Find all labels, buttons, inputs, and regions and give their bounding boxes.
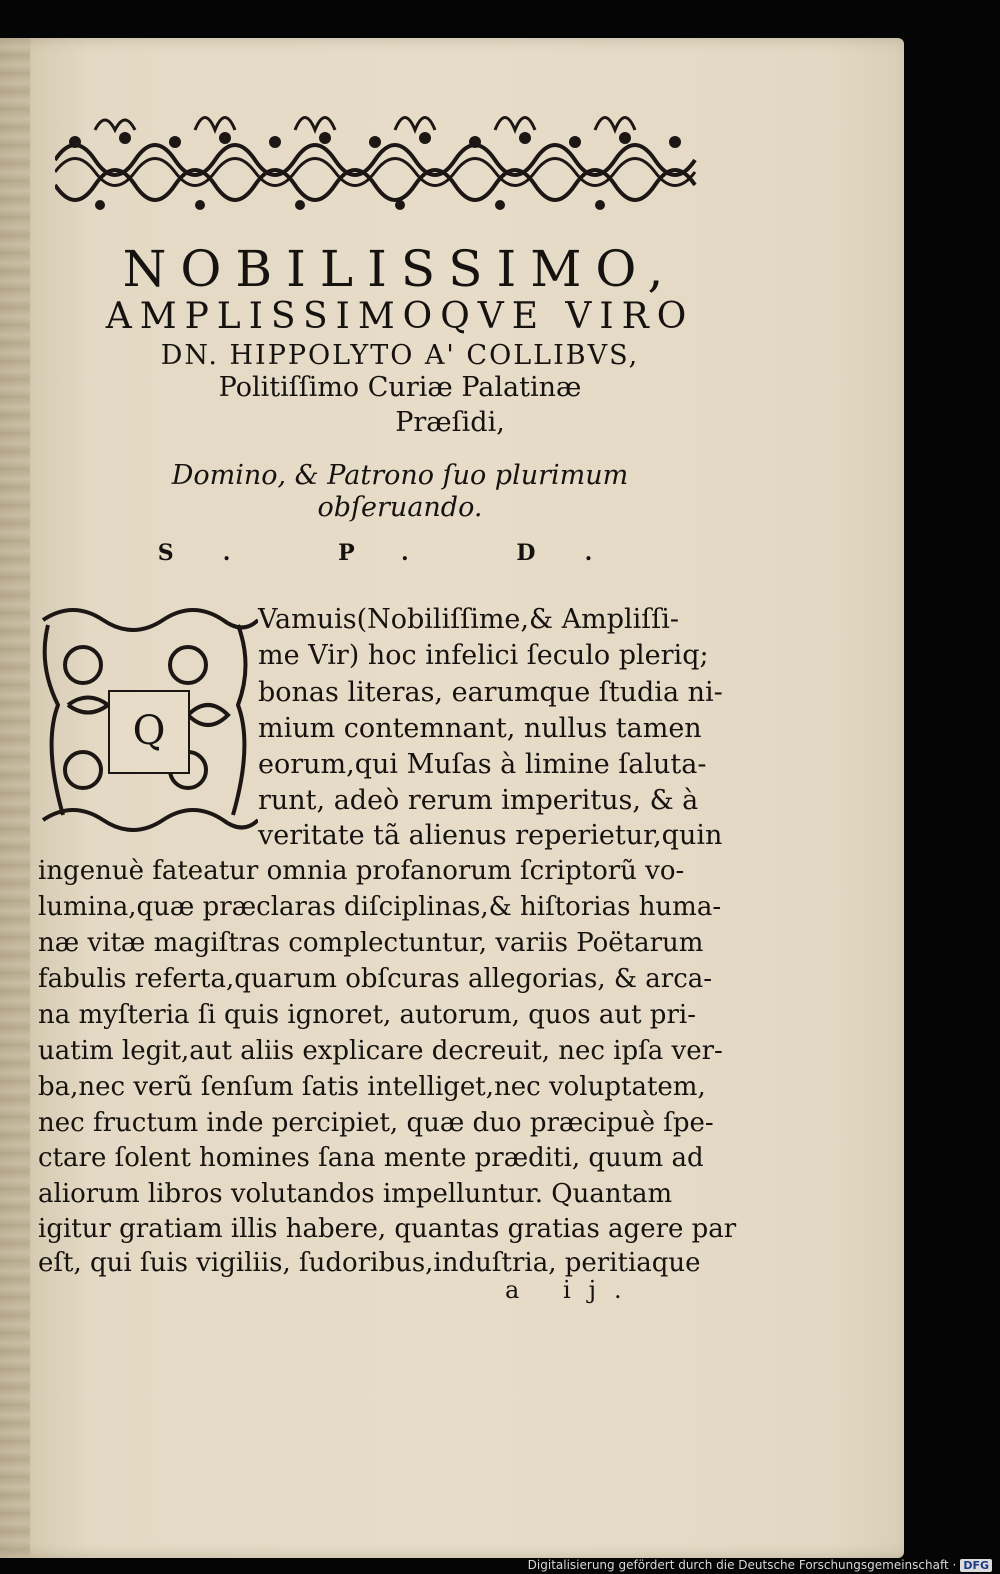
digitization-credit	[528, 1558, 992, 1572]
text-line: eorum,qui Muſas à limine ſaluta-	[258, 749, 707, 780]
text-line: bonas literas, earumque ſtudia ni-	[258, 677, 723, 708]
initial-letter: Q	[108, 690, 190, 774]
text-line: nec fructum inde percipiet, quæ duo præcipuè ſpe-	[38, 1108, 714, 1138]
salutation: S. P. D.	[157, 540, 643, 566]
text-line: eſt, qui ſuis vigiliis, ſudoribus,induſtria, peritiaque	[38, 1248, 701, 1278]
dedication-line-2: obſeruando.	[317, 492, 483, 523]
text-line: na myſteria ſi quis ignoret, autorum, quos aut pri-	[38, 1000, 696, 1030]
text-line: aliorum libros volutandos impelluntur. Quantam	[38, 1179, 673, 1209]
text-line: fabulis referta,quarum obſcuras allegorias, & arca-	[38, 964, 713, 994]
dedication-line-1: Domino, & Patrono ſuo plurimum	[171, 460, 629, 491]
title-line-2: AMPLISSIMOQVE VIRO	[105, 296, 695, 337]
title-line-1: NOBILISSIMO,	[122, 240, 678, 298]
text-line: ingenuè fateatur omnia profanorum ſcriptorũ vo-	[38, 856, 685, 886]
title-line-4: Politiſſimo Curiæ Palatinæ	[218, 372, 582, 403]
text-line: veritate tã alienus reperietur,quin	[258, 820, 723, 851]
header-ornament	[55, 90, 700, 225]
text-line: me Vir) hoc infelici ſeculo pleriq;	[258, 640, 709, 671]
title-line-3: DN. HIPPOLYTO A' COLLIBVS,	[160, 340, 640, 371]
text-line: ba,nec verũ ſenſum ſatis intelliget,nec voluptatem,	[38, 1072, 706, 1102]
catchword-signature: a ij.	[505, 1276, 640, 1304]
credit-text: Digitalisierung gefördert durch die Deutsche Forschungsgemeinschaft ·	[527, 1558, 957, 1572]
page-gutter	[0, 38, 30, 1558]
text-line: Vamuis(Nobiliſſime,& Ampliſſi-	[258, 604, 680, 635]
text-line: runt, adeò rerum imperitus, & à	[258, 785, 699, 816]
text-line: ctare ſolent homines ſana mente præditi, quum ad	[38, 1143, 704, 1173]
text-line: næ vitæ magiſtras complectuntur, variis Poëtarum	[38, 928, 704, 958]
title-line-5: Præſidi,	[395, 407, 505, 438]
text-line: mium contemnant, nullus tamen	[258, 713, 702, 744]
dfg-logo-icon: DFG	[960, 1559, 992, 1572]
text-line: uatim legit,aut aliis explicare decreuit, nec ipſa ver-	[38, 1036, 723, 1066]
text-line: lumina,quæ præclaras diſciplinas,& hiſtorias huma-	[38, 892, 722, 922]
text-line: igitur gratiam illis habere, quantas gratias agere par	[38, 1214, 737, 1244]
